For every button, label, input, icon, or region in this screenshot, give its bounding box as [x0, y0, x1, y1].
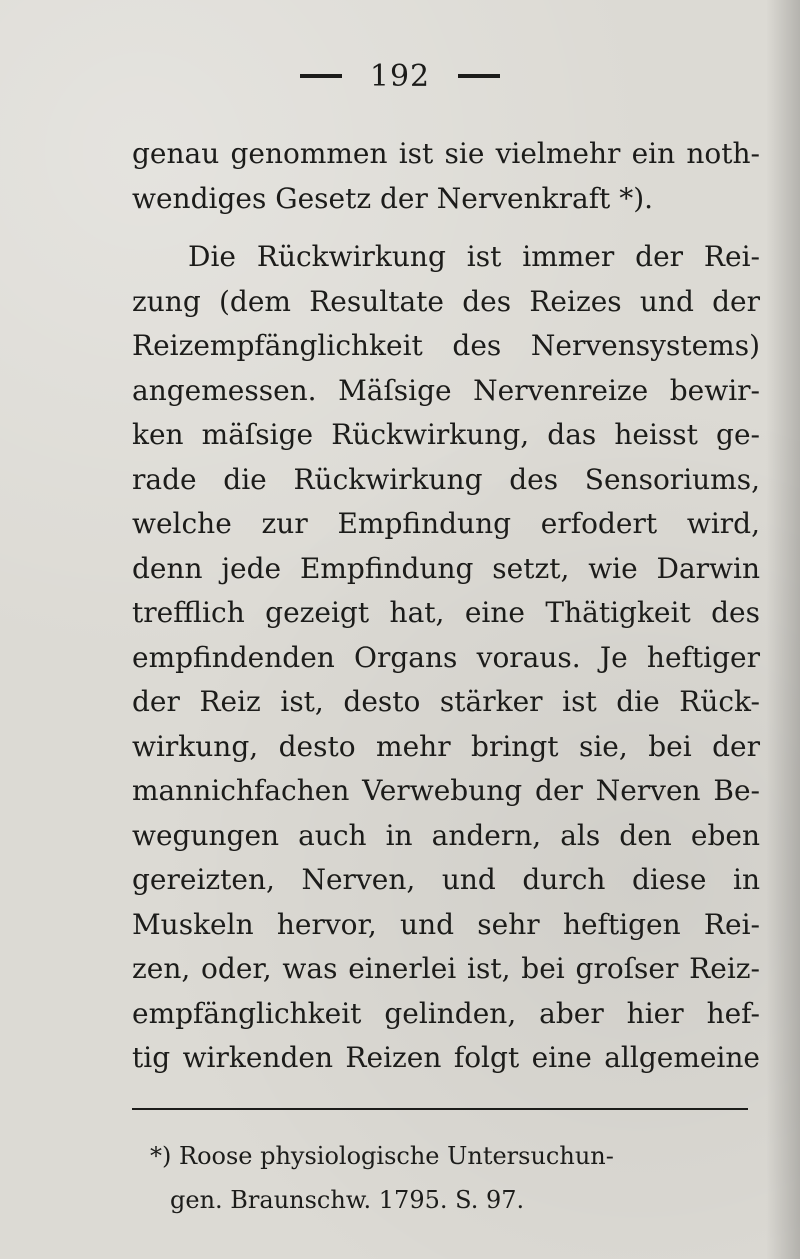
text-line: wirkung, desto mehr bringt sie, bei der — [132, 729, 760, 763]
page-number: 192 — [369, 58, 431, 94]
header-dash-left — [300, 74, 342, 78]
page-edge-shadow — [766, 0, 800, 1259]
text-line: angemessen. Mäſsige Nervenreize bewir- — [132, 373, 760, 407]
header-dash-right — [458, 74, 500, 78]
body-text — [132, 132, 760, 1081]
text-line: tig wirkenden Reizen folgt eine allgemeine — [132, 1041, 760, 1074]
footnote-rule — [132, 1108, 748, 1110]
text-line: wegungen auch in andern, als den eben — [132, 818, 760, 852]
text-line: Reizempfänglichkeit des Nervensystems) — [132, 329, 760, 362]
text-line: Muskeln hervor, und sehr heftigen Rei- — [132, 907, 760, 941]
text-line: der Reiz ist, desto stärker ist die Rück- — [132, 685, 760, 718]
text-line: welche zur Empfindung erfodert wird, — [132, 507, 760, 540]
text-line: trefflich gezeigt hat, eine Thätigkeit des — [132, 596, 760, 629]
paragraph-1 — [132, 132, 760, 221]
text-line: Die Rückwirkung ist immer der Rei- — [188, 240, 760, 273]
text-line: mannichfachen Verwebung der Nerven Be- — [132, 774, 760, 807]
text-line: denn jede Empfindung setzt, wie Darwin — [132, 551, 760, 585]
text-line: rade die Rückwirkung des Sensoriums, — [132, 462, 760, 496]
text-line: zen, oder, was einerlei ist, bei groſser Reiz- — [132, 952, 760, 985]
text-line: wendiges Gesetz der Nervenkraft *). — [132, 181, 654, 215]
text-line: empfindenden Organs voraus. Je heftiger — [132, 640, 760, 674]
text-line: gereizten, Nerven, und durch diese in — [132, 863, 760, 896]
page-header — [0, 56, 800, 96]
footnote-line: *) Roose physiologische Untersuchun- — [150, 1142, 614, 1170]
text-line: empfänglichkeit gelinden, aber hier hef- — [132, 996, 760, 1030]
paragraph-2 — [132, 235, 760, 1081]
text-line: ken mäſsige Rückwirkung, das heisst ge- — [132, 418, 760, 451]
text-line: genau genommen ist sie vielmehr ein noth- — [132, 137, 760, 170]
footnote-line: gen. Braunschw. 1795. S. 97. — [170, 1186, 525, 1214]
text-line: zung (dem Resultate des Reizes und der — [132, 284, 760, 318]
footnote — [150, 1134, 760, 1222]
